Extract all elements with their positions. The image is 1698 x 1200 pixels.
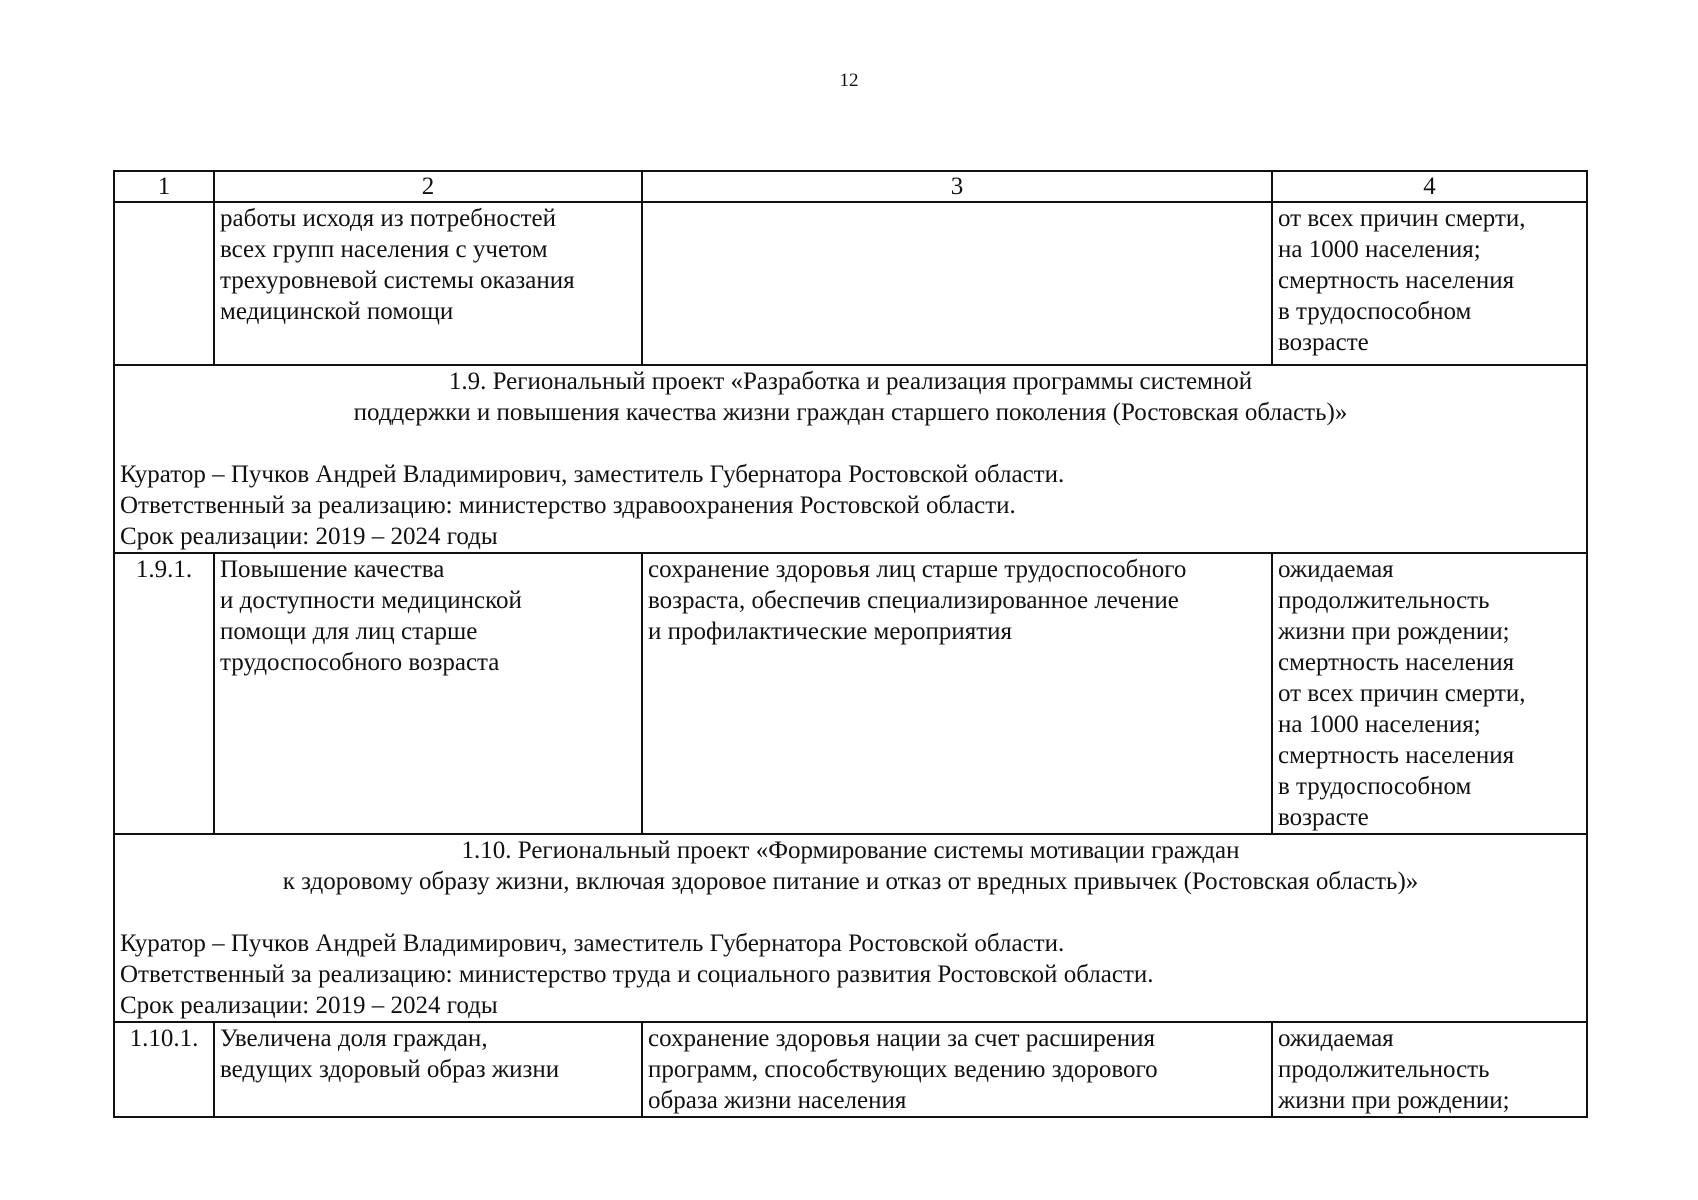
responsible-line: Ответственный за реализацию: министерство здравоохранения Ростовской области. xyxy=(120,492,1016,519)
header-col-1: 1 xyxy=(114,171,214,202)
section-1-9 xyxy=(114,365,1587,553)
event-description: Увеличена доля граждан, ведущих здоровый образ жизни xyxy=(214,1022,642,1117)
section-row-1-9 xyxy=(114,365,1587,553)
curator-line: Куратор – Пучков Андрей Владимирович, заместитель Губернатора Ростовской области. xyxy=(120,930,1065,957)
event-description: работы исходя из потребностей всех групп населения с учетом трехуровневой системы оказания медицинской помощи xyxy=(214,202,642,365)
row-number: 1.10.1. xyxy=(114,1022,214,1117)
section-title: 1.9. Региональный проект «Разработка и реализация программы системной поддержки и повышения качества жизни граждан старшего поколения (Ростовская область)» xyxy=(353,368,1348,426)
row-number: 1.9.1. xyxy=(114,553,214,834)
section-row-1-10 xyxy=(114,834,1587,1022)
section-meta xyxy=(120,928,1581,1021)
indicators: от всех причин смерти, на 1000 населения; смертность населения в трудоспособном возрасте xyxy=(1272,202,1587,365)
table-row-continuation xyxy=(114,202,1587,365)
expected-result: сохранение здоровья лиц старше трудоспособного возраста, обеспечив специализированное лечение и профилактические мероприятия xyxy=(642,553,1272,834)
expected-result xyxy=(642,202,1272,365)
section-1-10 xyxy=(114,834,1587,1022)
curator-line: Куратор – Пучков Андрей Владимирович, заместитель Губернатора Ростовской области. xyxy=(120,461,1065,488)
indicators: ожидаемая продолжительность жизни при рождении; смертность населения от всех причин смерти, на 1000 населения; смертность населения в трудоспособном возрасте xyxy=(1272,553,1587,834)
indicators: ожидаемая продолжительность жизни при рождении; xyxy=(1272,1022,1587,1117)
header-col-3: 3 xyxy=(642,171,1272,202)
expected-result: сохранение здоровья нации за счет расширения программ, способствующих ведению здорового образа жизни населения xyxy=(642,1022,1272,1117)
section-meta xyxy=(120,459,1581,552)
table-row-1-9-1 xyxy=(114,553,1587,834)
period-line: Срок реализации: 2019 – 2024 годы xyxy=(120,992,498,1019)
row-number xyxy=(114,202,214,365)
period-line: Срок реализации: 2019 – 2024 годы xyxy=(120,523,498,550)
event-description: Повышение качества и доступности медицинской помощи для лиц старше трудоспособного возраста xyxy=(214,553,642,834)
header-col-2: 2 xyxy=(214,171,642,202)
table-row-1-10-1 xyxy=(114,1022,1587,1117)
measures-table xyxy=(113,170,1588,1118)
table-header-row xyxy=(114,171,1587,202)
header-col-4: 4 xyxy=(1272,171,1587,202)
page-number: 12 xyxy=(839,70,859,91)
section-title: 1.10. Региональный проект «Формирование системы мотивации граждан к здоровому образу жизни, включая здоровое питание и отказ от вредных привычек (Ростовская область)» xyxy=(282,837,1419,895)
responsible-line: Ответственный за реализацию: министерство труда и социального развития Ростовской области. xyxy=(120,961,1154,988)
